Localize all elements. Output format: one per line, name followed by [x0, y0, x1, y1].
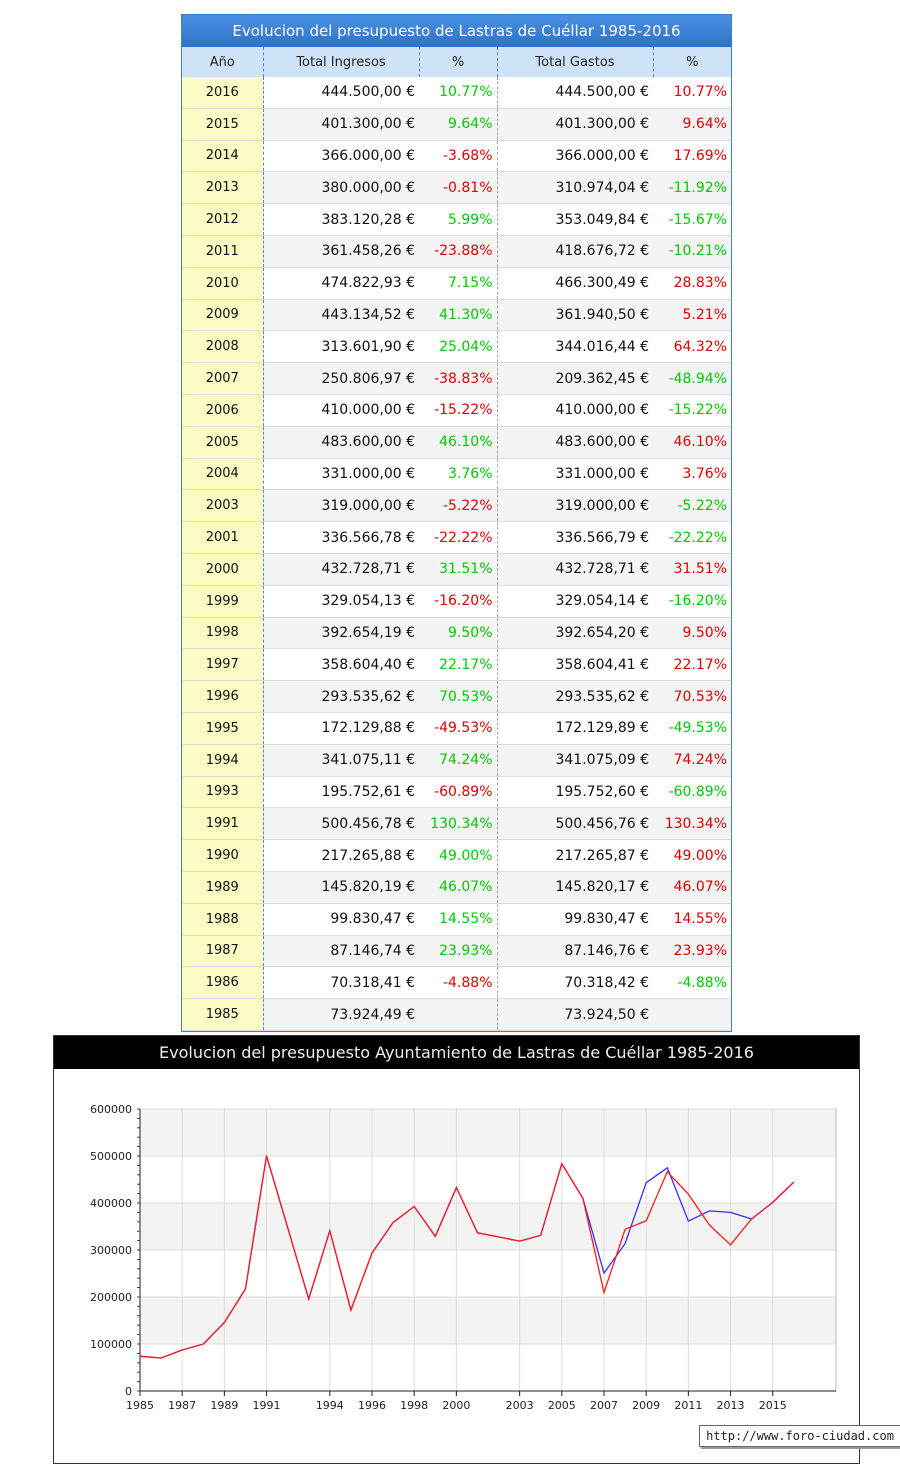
- pct-gastos-cell: -49.53%: [653, 712, 731, 744]
- gastos-cell: 418.676,72 €: [497, 235, 653, 267]
- pct-gastos-cell: -48.94%: [653, 363, 731, 395]
- year-cell: 2000: [182, 553, 263, 585]
- table-header-row: [182, 47, 731, 77]
- pct-ingresos-cell: [419, 999, 497, 1031]
- budget-table-panel: [181, 14, 732, 1032]
- year-cell: 2004: [182, 458, 263, 490]
- pct-ingresos-cell: -16.20%: [419, 585, 497, 617]
- pct-gastos-cell: [653, 999, 731, 1031]
- ingresos-cell: 358.604,40 €: [263, 649, 419, 681]
- pct-gastos-cell: 14.55%: [653, 903, 731, 935]
- pct-gastos-cell: 46.10%: [653, 426, 731, 458]
- ingresos-cell: 361.458,26 €: [263, 235, 419, 267]
- gastos-cell: 99.830,47 €: [497, 903, 653, 935]
- pct-ingresos-cell: -15.22%: [419, 394, 497, 426]
- gastos-cell: 145.820,17 €: [497, 871, 653, 903]
- table-row: [182, 617, 731, 649]
- pct-ingresos-cell: -49.53%: [419, 712, 497, 744]
- gastos-cell: 392.654,20 €: [497, 617, 653, 649]
- year-cell: 1988: [182, 903, 263, 935]
- year-cell: 2013: [182, 172, 263, 204]
- ingresos-cell: 443.134,52 €: [263, 299, 419, 331]
- pct-ingresos-cell: 9.50%: [419, 617, 497, 649]
- x-tick-label: 1996: [358, 1399, 386, 1412]
- table-row: [182, 999, 731, 1031]
- year-cell: 1999: [182, 585, 263, 617]
- pct-ingresos-cell: 74.24%: [419, 744, 497, 776]
- year-cell: 1986: [182, 967, 263, 999]
- pct-ingresos-cell: 5.99%: [419, 204, 497, 236]
- table-row: [182, 267, 731, 299]
- x-tick-label: 2003: [505, 1399, 534, 1412]
- year-cell: 2007: [182, 363, 263, 395]
- gastos-cell: 466.300,49 €: [497, 267, 653, 299]
- year-cell: 1985: [182, 999, 263, 1031]
- x-tick-label: 1991: [252, 1399, 281, 1412]
- pct-gastos-cell: 46.07%: [653, 871, 731, 903]
- table-row: [182, 553, 731, 585]
- year-cell: 1987: [182, 935, 263, 967]
- pct-ingresos-cell: -22.22%: [419, 522, 497, 554]
- pct-gastos-cell: -5.22%: [653, 490, 731, 522]
- year-cell: 2008: [182, 331, 263, 363]
- ingresos-cell: 217.265,88 €: [263, 840, 419, 872]
- year-cell: 2014: [182, 140, 263, 172]
- year-cell: 1991: [182, 808, 263, 840]
- year-cell: 2005: [182, 426, 263, 458]
- gastos-cell: 358.604,41 €: [497, 649, 653, 681]
- table-row: [182, 712, 731, 744]
- pct-ingresos-cell: 14.55%: [419, 903, 497, 935]
- gastos-cell: 444.500,00 €: [497, 77, 653, 108]
- y-tick-label: 600000: [90, 1103, 132, 1116]
- ingresos-cell: 410.000,00 €: [263, 394, 419, 426]
- pct-ingresos-cell: -38.83%: [419, 363, 497, 395]
- ingresos-cell: 331.000,00 €: [263, 458, 419, 490]
- pct-ingresos-cell: 23.93%: [419, 935, 497, 967]
- gastos-cell: 500.456,76 €: [497, 808, 653, 840]
- grid-band: [140, 1109, 836, 1156]
- year-cell: 2010: [182, 267, 263, 299]
- gastos-cell: 329.054,14 €: [497, 585, 653, 617]
- y-tick-label: 300000: [90, 1244, 132, 1257]
- table-row: [182, 840, 731, 872]
- y-tick-label: 100000: [90, 1338, 132, 1351]
- header-pct-ingresos: %: [419, 47, 497, 77]
- year-cell: 2006: [182, 394, 263, 426]
- pct-gastos-cell: -15.67%: [653, 204, 731, 236]
- year-cell: 2011: [182, 235, 263, 267]
- chart-panel: [53, 1035, 894, 1464]
- ingresos-cell: 392.654,19 €: [263, 617, 419, 649]
- ingresos-cell: 293.535,62 €: [263, 681, 419, 713]
- chart-title: Evolucion del presupuesto Ayuntamiento de Lastras de Cuéllar 1985-2016: [54, 1036, 859, 1069]
- pct-ingresos-cell: 46.10%: [419, 426, 497, 458]
- pct-gastos-cell: 22.17%: [653, 649, 731, 681]
- ingresos-cell: 145.820,19 €: [263, 871, 419, 903]
- pct-gastos-cell: 130.34%: [653, 808, 731, 840]
- x-tick-label: 2009: [632, 1399, 661, 1412]
- pct-gastos-cell: 9.64%: [653, 108, 731, 140]
- ingresos-cell: 195.752,61 €: [263, 776, 419, 808]
- gastos-cell: 361.940,50 €: [497, 299, 653, 331]
- ingresos-cell: 383.120,28 €: [263, 204, 419, 236]
- gastos-cell: 432.728,71 €: [497, 553, 653, 585]
- pct-ingresos-cell: 31.51%: [419, 553, 497, 585]
- table-title: Evolucion del presupuesto de Lastras de Cuéllar 1985-2016: [182, 15, 731, 47]
- source-credit-link[interactable]: http://www.foro-ciudad.com: [699, 1425, 900, 1447]
- table-row: [182, 744, 731, 776]
- pct-gastos-cell: 70.53%: [653, 681, 731, 713]
- ingresos-cell: 99.830,47 €: [263, 903, 419, 935]
- pct-ingresos-cell: 3.76%: [419, 458, 497, 490]
- x-tick-label: 2007: [590, 1399, 618, 1412]
- pct-ingresos-cell: 25.04%: [419, 331, 497, 363]
- pct-ingresos-cell: 70.53%: [419, 681, 497, 713]
- pct-ingresos-cell: 46.07%: [419, 871, 497, 903]
- gastos-cell: 341.075,09 €: [497, 744, 653, 776]
- ingresos-cell: 70.318,41 €: [263, 967, 419, 999]
- table-row: [182, 871, 731, 903]
- gastos-cell: 331.000,00 €: [497, 458, 653, 490]
- pct-gastos-cell: 64.32%: [653, 331, 731, 363]
- ingresos-cell: 329.054,13 €: [263, 585, 419, 617]
- table-row: [182, 458, 731, 490]
- year-cell: 1996: [182, 681, 263, 713]
- gastos-cell: 401.300,00 €: [497, 108, 653, 140]
- table-row: [182, 77, 731, 108]
- pct-ingresos-cell: -60.89%: [419, 776, 497, 808]
- table-row: [182, 140, 731, 172]
- gastos-cell: 319.000,00 €: [497, 490, 653, 522]
- gastos-cell: 336.566,79 €: [497, 522, 653, 554]
- pct-ingresos-cell: 22.17%: [419, 649, 497, 681]
- gastos-cell: 366.000,00 €: [497, 140, 653, 172]
- ingresos-cell: 474.822,93 €: [263, 267, 419, 299]
- budget-table: [182, 47, 731, 1031]
- year-cell: 2003: [182, 490, 263, 522]
- pct-gastos-cell: 31.51%: [653, 553, 731, 585]
- pct-gastos-cell: -15.22%: [653, 394, 731, 426]
- gastos-cell: 209.362,45 €: [497, 363, 653, 395]
- pct-gastos-cell: -11.92%: [653, 172, 731, 204]
- year-cell: 2015: [182, 108, 263, 140]
- ingresos-cell: 366.000,00 €: [263, 140, 419, 172]
- table-row: [182, 108, 731, 140]
- ingresos-cell: 313.601,90 €: [263, 331, 419, 363]
- gastos-cell: 310.974,04 €: [497, 172, 653, 204]
- pct-gastos-cell: 9.50%: [653, 617, 731, 649]
- x-tick-label: 1998: [400, 1399, 429, 1412]
- gastos-cell: 410.000,00 €: [497, 394, 653, 426]
- gastos-cell: 70.318,42 €: [497, 967, 653, 999]
- year-cell: 1998: [182, 617, 263, 649]
- y-tick-label: 400000: [90, 1197, 132, 1210]
- ingresos-cell: 336.566,78 €: [263, 522, 419, 554]
- pct-gastos-cell: 49.00%: [653, 840, 731, 872]
- pct-ingresos-cell: 49.00%: [419, 840, 497, 872]
- year-cell: 1989: [182, 871, 263, 903]
- ingresos-cell: 380.000,00 €: [263, 172, 419, 204]
- table-row: [182, 331, 731, 363]
- year-cell: 1990: [182, 840, 263, 872]
- ingresos-cell: 319.000,00 €: [263, 490, 419, 522]
- table-row: [182, 935, 731, 967]
- year-cell: 1994: [182, 744, 263, 776]
- ingresos-cell: 500.456,78 €: [263, 808, 419, 840]
- table-row: [182, 681, 731, 713]
- pct-gastos-cell: -22.22%: [653, 522, 731, 554]
- gastos-cell: 483.600,00 €: [497, 426, 653, 458]
- table-row: [182, 235, 731, 267]
- pct-ingresos-cell: -5.22%: [419, 490, 497, 522]
- pct-ingresos-cell: -3.68%: [419, 140, 497, 172]
- pct-ingresos-cell: 41.30%: [419, 299, 497, 331]
- table-row: [182, 585, 731, 617]
- pct-gastos-cell: 5.21%: [653, 299, 731, 331]
- year-cell: 2001: [182, 522, 263, 554]
- pct-ingresos-cell: -23.88%: [419, 235, 497, 267]
- ingresos-cell: 483.600,00 €: [263, 426, 419, 458]
- pct-gastos-cell: -16.20%: [653, 585, 731, 617]
- x-tick-label: 1987: [168, 1399, 197, 1412]
- header-total-gastos: Total Gastos: [497, 47, 653, 77]
- x-tick-label: 2011: [674, 1399, 703, 1412]
- pct-gastos-cell: 10.77%: [653, 77, 731, 108]
- gastos-cell: 87.146,76 €: [497, 935, 653, 967]
- header-year: Año: [182, 47, 263, 77]
- pct-ingresos-cell: 9.64%: [419, 108, 497, 140]
- table-row: [182, 649, 731, 681]
- gastos-cell: 353.049,84 €: [497, 204, 653, 236]
- gastos-cell: 344.016,44 €: [497, 331, 653, 363]
- x-tick-label: 2000: [442, 1399, 471, 1412]
- line-chart: [54, 1069, 859, 1463]
- pct-gastos-cell: 74.24%: [653, 744, 731, 776]
- pct-gastos-cell: 3.76%: [653, 458, 731, 490]
- ingresos-cell: 401.300,00 €: [263, 108, 419, 140]
- grid-band: [140, 1297, 836, 1344]
- ingresos-cell: 444.500,00 €: [263, 77, 419, 108]
- x-tick-label: 2015: [758, 1399, 787, 1412]
- y-tick-label: 0: [125, 1385, 132, 1398]
- pct-ingresos-cell: -4.88%: [419, 967, 497, 999]
- pct-gastos-cell: 23.93%: [653, 935, 731, 967]
- table-row: [182, 299, 731, 331]
- year-cell: 2016: [182, 77, 263, 108]
- year-cell: 1997: [182, 649, 263, 681]
- year-cell: 2012: [182, 204, 263, 236]
- pct-gastos-cell: -4.88%: [653, 967, 731, 999]
- x-tick-label: 2005: [547, 1399, 576, 1412]
- pct-ingresos-cell: 130.34%: [419, 808, 497, 840]
- pct-ingresos-cell: 7.15%: [419, 267, 497, 299]
- table-row: [182, 204, 731, 236]
- gastos-cell: 73.924,50 €: [497, 999, 653, 1031]
- table-row: [182, 490, 731, 522]
- table-row: [182, 776, 731, 808]
- y-tick-label: 200000: [90, 1291, 132, 1304]
- x-tick-label: 1985: [126, 1399, 154, 1412]
- pct-gastos-cell: 17.69%: [653, 140, 731, 172]
- table-row: [182, 903, 731, 935]
- gastos-cell: 217.265,87 €: [497, 840, 653, 872]
- ingresos-cell: 73.924,49 €: [263, 999, 419, 1031]
- pct-ingresos-cell: 10.77%: [419, 77, 497, 108]
- header-pct-gastos: %: [653, 47, 731, 77]
- gastos-cell: 195.752,60 €: [497, 776, 653, 808]
- table-row: [182, 426, 731, 458]
- x-tick-label: 1989: [210, 1399, 239, 1412]
- ingresos-cell: 432.728,71 €: [263, 553, 419, 585]
- year-cell: 1993: [182, 776, 263, 808]
- table-row: [182, 363, 731, 395]
- ingresos-cell: 172.129,88 €: [263, 712, 419, 744]
- table-row: [182, 522, 731, 554]
- y-tick-label: 500000: [90, 1150, 132, 1163]
- header-total-ingresos: Total Ingresos: [263, 47, 419, 77]
- pct-ingresos-cell: -0.81%: [419, 172, 497, 204]
- table-row: [182, 967, 731, 999]
- table-row: [182, 394, 731, 426]
- year-cell: 2009: [182, 299, 263, 331]
- year-cell: 1995: [182, 712, 263, 744]
- ingresos-cell: 87.146,74 €: [263, 935, 419, 967]
- gastos-cell: 172.129,89 €: [497, 712, 653, 744]
- pct-gastos-cell: 28.83%: [653, 267, 731, 299]
- pct-gastos-cell: -10.21%: [653, 235, 731, 267]
- ingresos-cell: 341.075,11 €: [263, 744, 419, 776]
- x-tick-label: 1994: [315, 1399, 344, 1412]
- table-row: [182, 172, 731, 204]
- gastos-cell: 293.535,62 €: [497, 681, 653, 713]
- x-tick-label: 2013: [716, 1399, 745, 1412]
- table-row: [182, 808, 731, 840]
- ingresos-cell: 250.806,97 €: [263, 363, 419, 395]
- table-body: [182, 77, 731, 1030]
- pct-gastos-cell: -60.89%: [653, 776, 731, 808]
